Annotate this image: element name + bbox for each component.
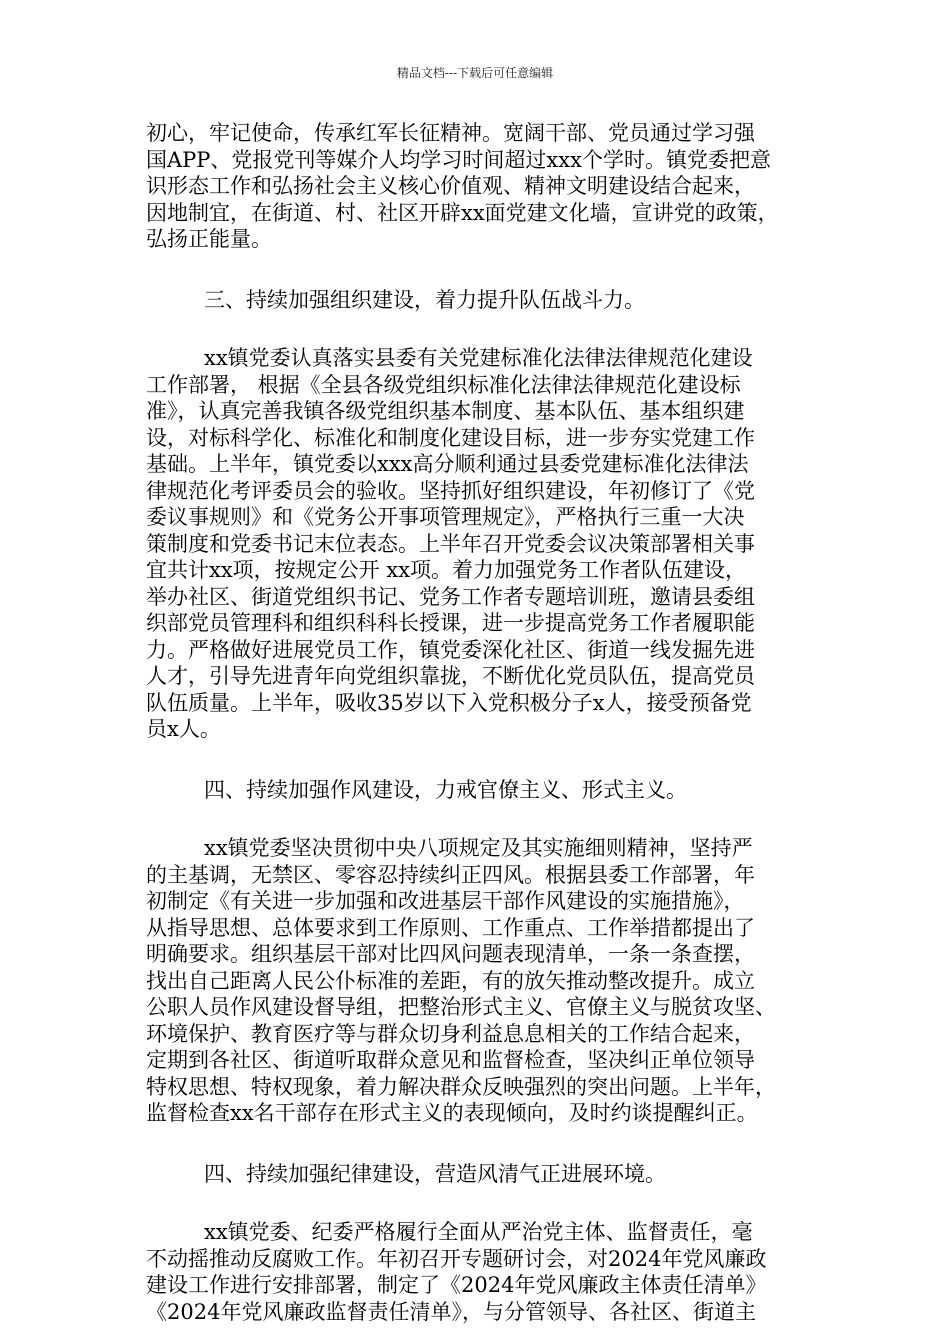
text-line: 不动摇推动反腐败工作。年初召开专题研讨会，对2024年党风廉政 — [146, 1246, 767, 1271]
text-line: 找出自己距离人民公仆标准的差距，有的放矢推动整改提升。成立 — [146, 968, 755, 993]
text-line: 委议事规则》和《党务公开事项管理规定》，严格执行三重一大决 — [146, 505, 745, 529]
text-line: xx镇党委坚决贯彻中央八项规定及其实施细则精神，坚持严 — [204, 836, 753, 860]
text-line: 律规范化考评委员会的验收。坚持抓好组织建设，年初修订了《党 — [146, 478, 755, 503]
text-line: 员x人。 — [146, 717, 221, 741]
text-line: 基础。上半年，镇党委以xxx高分顺利通过县委党建标准化法律法 — [146, 452, 749, 476]
paragraph-2 — [146, 345, 831, 743]
text-line: 《2024年党风廉政监督责任清单》，与分管领导、各社区、街道主 — [146, 1299, 756, 1324]
text-line: 初制定《有关进一步加强和改进基层干部作风建设的实施措施》， — [146, 889, 745, 913]
text-line: 明确要求。组织基层干部对比四风问题表现清单，一条一条查摆， — [146, 942, 755, 966]
text-line: 监督检查xx名干部存在形式主义的表现倾向，及时约谈提醒纠正。 — [146, 1101, 758, 1125]
text-line: 工作部署， 根据《全县各级党组织标准化法律法律规范化建设标 — [146, 372, 741, 397]
text-line: 策制度和党委书记末位表态。上半年召开党委会议决策部署相关事 — [146, 531, 755, 556]
text-line: 国APP、党报党刊等媒介人均学习时间超过xxx个学时。镇党委把意 — [146, 147, 771, 172]
section-heading-4: 四、持续加强作风建设，力戒官僚主义、形式主义。 — [204, 777, 687, 802]
section-heading-3: 三、持续加强组织建设，着力提升队伍战斗力。 — [204, 287, 645, 312]
paragraph-3 — [146, 835, 831, 1127]
text-line: xx镇党委认真落实县委有关党建标准化法律法律规范化建设 — [204, 346, 753, 370]
text-line: 举办社区、街道党组织书记、党务工作者专题培训班，邀请县委组 — [146, 584, 755, 609]
text-line: 弘扬正能量。 — [146, 227, 272, 251]
text-line: 因地制宜，在街道、村、社区开辟xx面党建文化墙，宣讲党的政策， — [146, 200, 779, 225]
paragraph-1 — [146, 120, 831, 253]
text-line: 从指导思想、总体要求到工作原则、工作重点、工作举措都提出了 — [146, 915, 755, 940]
text-line: 建设工作进行安排部署，制定了《2024年党风廉政主体责任清单》 — [146, 1273, 767, 1297]
text-line: 准》，认真完善我镇各级党组织基本制度、基本队伍、基本组织建 — [146, 399, 745, 423]
text-line: 环境保护、教育医疗等与群众切身利益息息相关的工作结合起来， — [146, 1021, 755, 1046]
text-line: 力。严格做好进展党员工作，镇党委深化社区、街道一线发掘先进 — [146, 637, 755, 662]
paragraph-4 — [146, 1219, 831, 1325]
text-line: 识形态工作和弘扬社会主义核心价值观、精神文明建设结合起来， — [146, 174, 755, 198]
text-line: xx镇党委、纪委严格履行全面从严治党主体、监督责任，毫 — [204, 1220, 753, 1244]
text-line: 设，对标科学化、标准化和制度化建设目标，进一步夯实党建工作 — [146, 425, 755, 450]
text-line: 宜共计xx项，按规定公开 xx项。着力加强党务工作者队伍建设， — [146, 558, 747, 582]
text-line: 定期到各社区、街道听取群众意见和监督检查，坚决纠正单位领导 — [146, 1048, 755, 1072]
page-header: 精品文档---下载后可任意编辑 — [396, 66, 554, 80]
section-heading-5: 四、持续加强纪律建设，营造风清气正进展环境。 — [204, 1161, 666, 1186]
text-line: 的主基调，无禁区、零容忍持续纠正四风。根据县委工作部署，年 — [146, 862, 755, 887]
text-line: 织部党员管理科和组织科科长授课，进一步提高党务工作者履职能 — [146, 611, 755, 635]
text-line: 队伍质量。上半年，吸收35岁以下入党积极分子x人，接受预备党 — [146, 690, 752, 715]
text-line: 公职人员作风建设督导组，把整治形式主义、官僚主义与脱贫攻坚、 — [146, 995, 776, 1019]
document-body — [146, 120, 831, 1325]
text-line: 人才，引导先进青年向党组织靠拢，不断优化党员队伍，提高党员 — [146, 664, 755, 688]
text-line: 初心，牢记使命，传承红军长征精神。宽阔干部、党员通过学习强 — [146, 121, 755, 145]
text-line: 特权思想、特权现象，着力解决群众反映强烈的突出问题。上半年， — [146, 1074, 776, 1099]
